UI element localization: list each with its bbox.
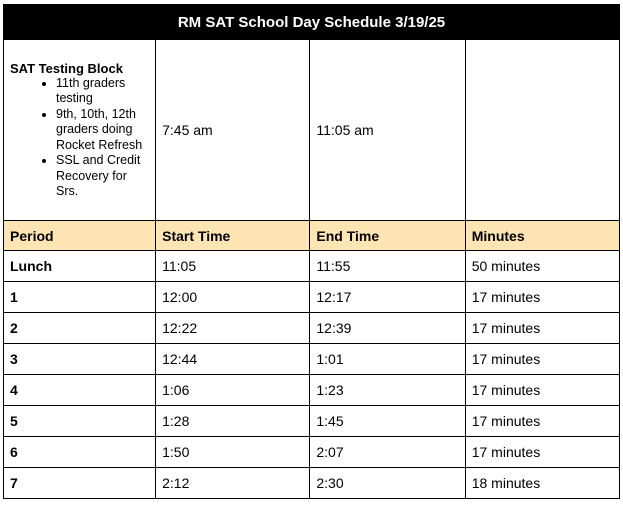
end-time-cell: 12:17 <box>310 282 465 313</box>
title-row <box>4 5 620 40</box>
table-row <box>4 468 620 499</box>
start-time-cell: 1:28 <box>156 406 310 437</box>
start-time-cell: 2:12 <box>156 468 310 499</box>
period-cell: 4 <box>4 375 156 406</box>
minutes-cell: 17 minutes <box>465 375 619 406</box>
testing-block-cell <box>4 40 156 221</box>
period-cell: 1 <box>4 282 156 313</box>
header-end-time: End Time <box>310 221 465 251</box>
schedule-title: RM SAT School Day Schedule 3/19/25 <box>4 5 620 40</box>
table-row <box>4 437 620 468</box>
testing-block-bullet: • 9th, 10th, 12th graders doing Rocket Refresh <box>56 107 149 154</box>
testing-block-list <box>10 76 149 200</box>
schedule-table <box>3 4 620 499</box>
period-cell: Lunch <box>4 251 156 282</box>
testing-block-bullet: • SSL and Credit Recovery for Srs. <box>56 153 149 200</box>
start-time-cell: 1:06 <box>156 375 310 406</box>
testing-block-minutes <box>465 40 619 221</box>
header-period: Period <box>4 221 156 251</box>
end-time-cell: 2:30 <box>310 468 465 499</box>
minutes-cell: 17 minutes <box>465 406 619 437</box>
start-time-cell: 12:44 <box>156 344 310 375</box>
testing-block-label: SAT Testing Block <box>10 60 123 76</box>
table-row <box>4 375 620 406</box>
header-minutes: Minutes <box>465 221 619 251</box>
minutes-cell: 17 minutes <box>465 313 619 344</box>
header-start-time: Start Time <box>156 221 310 251</box>
period-cell: 3 <box>4 344 156 375</box>
minutes-cell: 17 minutes <box>465 437 619 468</box>
end-time-cell: 1:23 <box>310 375 465 406</box>
table-row <box>4 251 620 282</box>
period-cell: 5 <box>4 406 156 437</box>
period-cell: 6 <box>4 437 156 468</box>
table-row <box>4 282 620 313</box>
start-time-cell: 12:00 <box>156 282 310 313</box>
end-time-cell: 12:39 <box>310 313 465 344</box>
minutes-cell: 17 minutes <box>465 344 619 375</box>
start-time-cell: 1:50 <box>156 437 310 468</box>
table-row <box>4 406 620 437</box>
period-cell: 2 <box>4 313 156 344</box>
minutes-cell: 50 minutes <box>465 251 619 282</box>
period-cell: 7 <box>4 468 156 499</box>
testing-block-start: 7:45 am <box>156 40 310 221</box>
testing-block-row <box>4 40 620 221</box>
start-time-cell: 12:22 <box>156 313 310 344</box>
testing-block-end: 11:05 am <box>310 40 465 221</box>
column-header-row <box>4 221 620 251</box>
table-row <box>4 344 620 375</box>
minutes-cell: 18 minutes <box>465 468 619 499</box>
testing-block-bullet: • 11th graders testing <box>56 76 149 107</box>
end-time-cell: 2:07 <box>310 437 465 468</box>
end-time-cell: 1:01 <box>310 344 465 375</box>
table-row <box>4 313 620 344</box>
end-time-cell: 11:55 <box>310 251 465 282</box>
end-time-cell: 1:45 <box>310 406 465 437</box>
minutes-cell: 17 minutes <box>465 282 619 313</box>
start-time-cell: 11:05 <box>156 251 310 282</box>
